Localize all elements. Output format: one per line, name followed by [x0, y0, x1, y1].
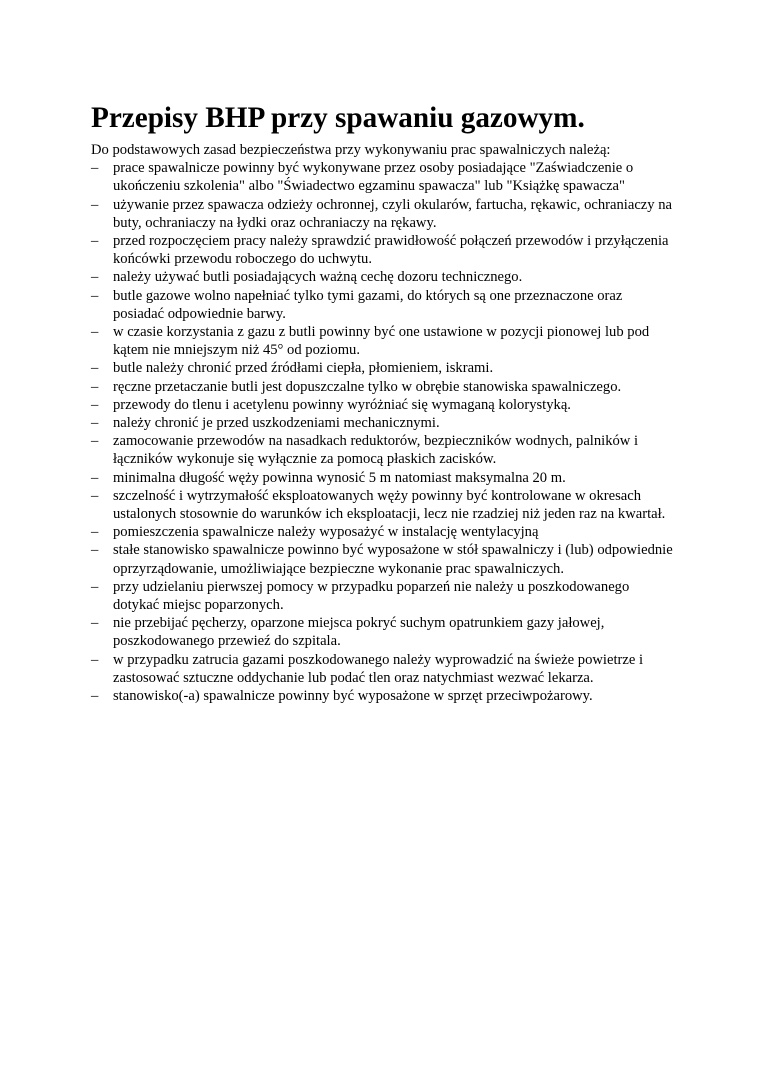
list-item-text: stałe stanowisko spawalnicze powinno być wyposażone w stół spawalniczy i (lub) odpowiednie oprzyrządowanie, umożliwiające bezpieczne wykonanie prac spawalniczych. — [113, 542, 673, 577]
list-item-text: szczelność i wytrzymałość eksploatowanych węży powinny być kontrolowane w okresach ustalonych stosownie do warunków ich eksploatacji, lecz nie rzadziej niż jeden raz na kwartał. — [113, 487, 666, 523]
list-item-text: zamocowanie przewodów na nasadkach reduktorów, bezpieczników wodnych, palników i łączników wykonuje się wyłącznie za pomocą płaskich zacisków. — [113, 433, 639, 468]
list-item — [91, 323, 676, 359]
list-item — [91, 651, 676, 687]
list-item — [91, 232, 676, 268]
list-item-text: używanie przez spawacza odzieży ochronnej, czyli okularów, fartucha, rękawic, ochraniaczy na buty, ochraniaczy na łydki oraz ochraniaczy na rękawy. — [113, 196, 672, 231]
list-item — [91, 268, 676, 286]
list-item — [91, 432, 676, 468]
list-item — [91, 614, 676, 650]
list-item-text: w czasie korzystania z gazu z butli powinny być one ustawione w pozycji pionowej lub pod kątem nie mniejszym niż 45° od poziomu. — [113, 324, 650, 359]
bullet-dash: – — [91, 651, 99, 668]
safety-rules-list — [91, 159, 676, 705]
list-item-text: nie przebijać pęcherzy, oparzone miejsca pokryć suchym opatrunkiem gazy jałowej, poszkodowanego przewieź do szpitala. — [113, 615, 605, 650]
list-item-text: należy używać butli posiadających ważną cechę dozoru technicznego. — [113, 269, 523, 286]
bullet-dash: – — [91, 360, 99, 377]
list-item-text: ręczne przetaczanie butli jest dopuszczalne tylko w obrębie stanowiska spawalniczego. — [113, 378, 622, 395]
list-item-text: należy chronić je przed uszkodzeniami mechanicznymi. — [113, 415, 440, 432]
list-item — [91, 541, 676, 577]
list-item — [91, 159, 676, 195]
bullet-dash: – — [91, 378, 99, 395]
bullet-dash: – — [91, 578, 99, 595]
bullet-dash: – — [91, 269, 99, 286]
bullet-dash: – — [91, 233, 99, 250]
list-item — [91, 196, 676, 232]
bullet-dash: – — [91, 688, 99, 705]
list-item — [91, 578, 676, 614]
bullet-dash: – — [91, 542, 99, 559]
bullet-dash: – — [91, 433, 99, 450]
list-item — [91, 487, 676, 523]
list-item-text: prace spawalnicze powinny być wykonywane przez osoby posiadające "Zaświadczenie o ukończeniu szkolenia" albo "Świadectwo egzaminu spawacza" lub "Książkę spawacza" — [113, 160, 634, 195]
bullet-dash: – — [91, 469, 99, 486]
bullet-dash: – — [91, 396, 99, 413]
list-item-text: przewody do tlenu i acetylenu powinny wyróżniać się wymaganą kolorystyką. — [113, 396, 571, 413]
bullet-dash: – — [91, 615, 99, 632]
bullet-dash: – — [91, 196, 99, 213]
list-item — [91, 687, 676, 705]
list-item-text: butle gazowe wolno napełniać tylko tymi gazami, do których są one przeznaczone oraz posiadać odpowiednie barwy. — [113, 287, 623, 322]
bullet-dash: – — [91, 487, 99, 504]
document-title: Przepisy BHP przy spawaniu gazowym. — [91, 102, 585, 134]
bullet-dash: – — [91, 287, 99, 304]
bullet-dash: – — [91, 160, 99, 177]
list-item — [91, 396, 676, 414]
list-item-text: przy udzielaniu pierwszej pomocy w przypadku poparzeń nie należy u poszkodowanego dotykać miejsc poparzonych. — [113, 578, 630, 614]
intro-paragraph: Do podstawowych zasad bezpieczeństwa przy wykonywaniu prac spawalniczych należą: — [91, 142, 611, 158]
document-content — [91, 102, 676, 705]
list-item — [91, 287, 676, 323]
list-item — [91, 469, 676, 487]
list-item-text: butle należy chronić przed źródłami ciepła, płomieniem, iskrami. — [113, 360, 494, 377]
list-item-text: przed rozpoczęciem pracy należy sprawdzić prawidłowość połączeń przewodów i przyłączenia końcówki przewodu roboczego do uchwytu. — [113, 233, 669, 268]
list-item-text: w przypadku zatrucia gazami poszkodowanego należy wyprowadzić na świeże powietrze i zastosować sztuczne oddychanie lub podać tlen oraz natychmiast wezwać lekarza. — [113, 651, 644, 686]
list-item — [91, 523, 676, 541]
list-item — [91, 414, 676, 432]
list-item-text: minimalna długość węży powinna wynosić 5 m natomiast maksymalna 20 m. — [113, 469, 566, 486]
list-item — [91, 359, 676, 377]
list-item-text: pomieszczenia spawalnicze należy wyposażyć w instalację wentylacyjną — [113, 524, 539, 541]
bullet-dash: – — [91, 415, 99, 432]
bullet-dash: – — [91, 324, 99, 341]
list-item — [91, 378, 676, 396]
bullet-dash: – — [91, 524, 99, 541]
list-item-text: stanowisko(-a) spawalnicze powinny być wyposażone w sprzęt przeciwpożarowy. — [113, 688, 593, 705]
